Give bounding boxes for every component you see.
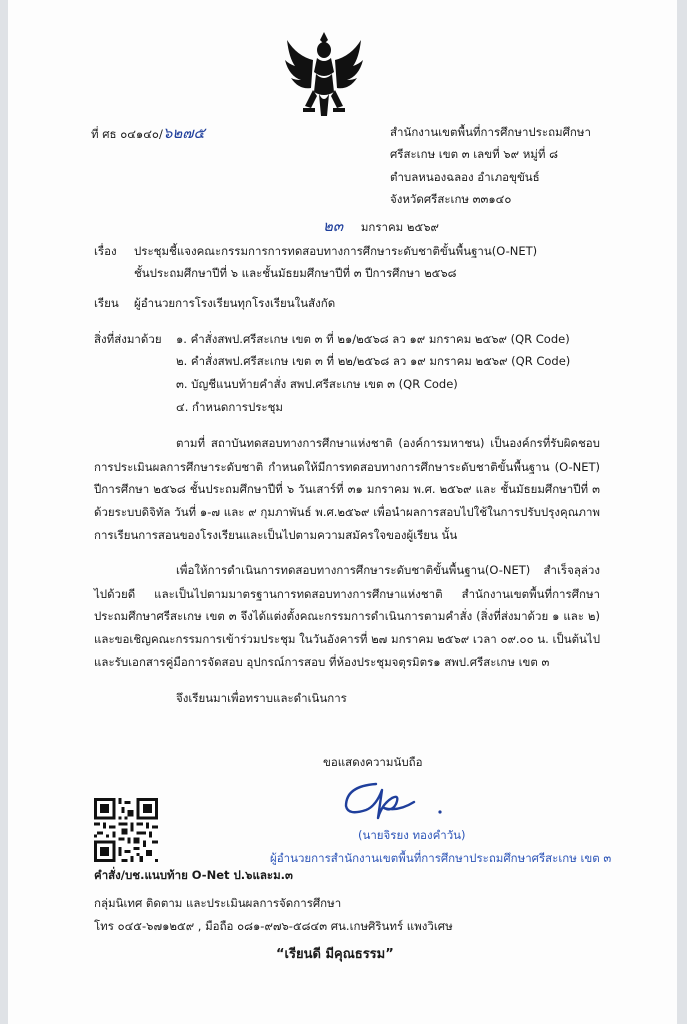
paragraph-2-line: เพื่อให้การดำเนินการทดสอบทางการศึกษาระดับชาติขั้นพื้นฐาน(O-NET) สำเร็จลุล่วง: [176, 563, 600, 577]
signer-title: ผู้อำนวยการสำนักงานเขตพื้นที่การศึกษาประถมศึกษาศรีสะเกษ เขต ๓: [270, 851, 612, 865]
signature-image: [338, 772, 448, 822]
date-day-handwritten: ๒๓: [323, 217, 344, 235]
department: กลุ่มนิเทศ ติดตาม และประเมินผลการจัดการศึกษา: [94, 896, 342, 910]
motto: “เรียนดี มีคุณธรรม”: [276, 947, 394, 962]
letter-page: [8, 0, 677, 1024]
doc-number-prefix: ที่ ศธ ๐๔๑๔๐/: [91, 127, 163, 141]
enclosure-item: ๒. คำสั่งสพป.ศรีสะเกษ เขต ๓ ที่ ๒๒/๒๕๖๘ ลว ๑๙ มกราคม ๒๕๖๙ (QR Code): [176, 354, 571, 368]
enclosure-item: ๔. กำหนดการประชุม: [176, 400, 283, 414]
signer-name: (นายจิรยง ทองคำวัน): [358, 828, 466, 842]
paragraph-2-line: และรับเอกสารคู่มือการจัดสอบ อุปกรณ์การสอบ ที่ห้องประชุมจตุรมิตร๑ สพป.ศรีสะเกษ เขต ๓: [94, 655, 550, 669]
address-line-1: สำนักงานเขตพื้นที่การศึกษาประถมศึกษา: [390, 125, 591, 139]
paragraph-2-line: และขอเชิญคณะกรรมการเข้าร่วมประชุม ในวันอังคารที่ ๒๗ มกราคม ๒๕๖๙ เวลา ๐๙.๐๐ น. เป็นต้นไป: [94, 632, 600, 646]
paragraph-1-line: การเรียนการสอนของโรงเรียนและเป็นไปตามความสมัครใจของผู้เรียน นั้น: [94, 528, 458, 542]
garuda-emblem: [283, 30, 365, 124]
enclosure-label: สิ่งที่ส่งมาด้วย: [94, 332, 162, 346]
doc-number: [91, 126, 205, 141]
qr-caption: คำสั่ง/บช.แนบท้าย O-Net ป.๖และม.๓: [94, 868, 293, 882]
paragraph-2-line: ไปด้วยดี และเป็นไปตามมาตรฐานการทดสอบทางการศึกษาแห่งชาติ สำนักงานเขตพื้นที่การศึกษา: [94, 587, 600, 601]
paragraph-1-line: ด้วยระบบดิจิทัล วันที่ ๑-๗ และ ๙ กุมภาพันธ์ พ.ศ.๒๕๖๙ เพื่อนำผลการสอบไปใช้ในการปรับปรุงคุณภาพ: [94, 505, 600, 519]
doc-number-handwritten: ๖๒๗๕: [162, 124, 205, 142]
subject-line-2: ชั้นประถมศึกษาปีที่ ๖ และชั้นมัธยมศึกษาปีที่ ๓ ปีการศึกษา ๒๕๖๘: [134, 266, 457, 280]
letter-date: [323, 219, 439, 234]
date-month-year: มกราคม ๒๕๖๙: [360, 220, 439, 234]
address-line-3: ตำบลหนองฉลอง อำเภอขุขันธ์: [390, 170, 540, 184]
to-label: เรียน: [94, 296, 119, 310]
enclosure-item: ๓. บัญชีแนบท้ายคำสั่ง สพป.ศรีสะเกษ เขต ๓ (QR Code): [176, 377, 458, 391]
paragraph-1-line: การประเมินผลการศึกษาระดับชาติ กำหนดให้มีการทดสอบทางการศึกษาระดับชาติขั้นพื้นฐาน (O-NET): [94, 460, 600, 474]
closing-line: จึงเรียนมาเพื่อทราบและดำเนินการ: [176, 691, 347, 705]
subject-line-1: ประชุมชี้แจงคณะกรรมการการทดสอบทางการศึกษาระดับชาติขั้นพื้นฐาน(O-NET): [134, 244, 538, 258]
paragraph-1-line: ตามที่ สถาบันทดสอบทางการศึกษาแห่งชาติ (องค์การมหาชน) เป็นองค์กรที่รับผิดชอบ: [176, 436, 600, 450]
subject-label: เรื่อง: [94, 244, 117, 258]
enclosure-item: ๑. คำสั่งสพป.ศรีสะเกษ เขต ๓ ที่ ๒๑/๒๕๖๘ ลว ๑๙ มกราคม ๒๕๖๙ (QR Code): [176, 332, 570, 346]
paragraph-2-line: ประถมศึกษาศรีสะเกษ เขต ๓ จึงได้แต่งตั้งคณะกรรมการดำเนินการตามคำสั่ง (สิ่งที่ส่งมาด้วย ๑ และ ๒): [94, 609, 600, 623]
qr-code-image: [94, 798, 158, 862]
address-line-4: จังหวัดศรีสะเกษ ๓๓๑๔๐: [390, 192, 512, 206]
contact-info: โทร ๐๔๕-๖๗๑๒๕๙ , มือถือ ๐๘๑-๙๗๖-๕๘๔๓ ศน.เกษศิรินทร์ แพงวิเศษ: [94, 919, 453, 933]
address-line-2: ศรีสะเกษ เขต ๓ เลขที่ ๖๙ หมู่ที่ ๘: [390, 147, 558, 161]
paragraph-1-line: ปีการศึกษา ๒๕๖๘ ชั้นประถมศึกษาปีที่ ๖ วันเสาร์ที่ ๓๑ มกราคม พ.ศ. ๒๕๖๙ และ ชั้นมัธยมศึกษาปีที่ ๓: [94, 482, 600, 496]
to-recipient: ผู้อำนวยการโรงเรียนทุกโรงเรียนในสังกัด: [134, 296, 336, 310]
regards: ขอแสดงความนับถือ: [323, 755, 423, 769]
